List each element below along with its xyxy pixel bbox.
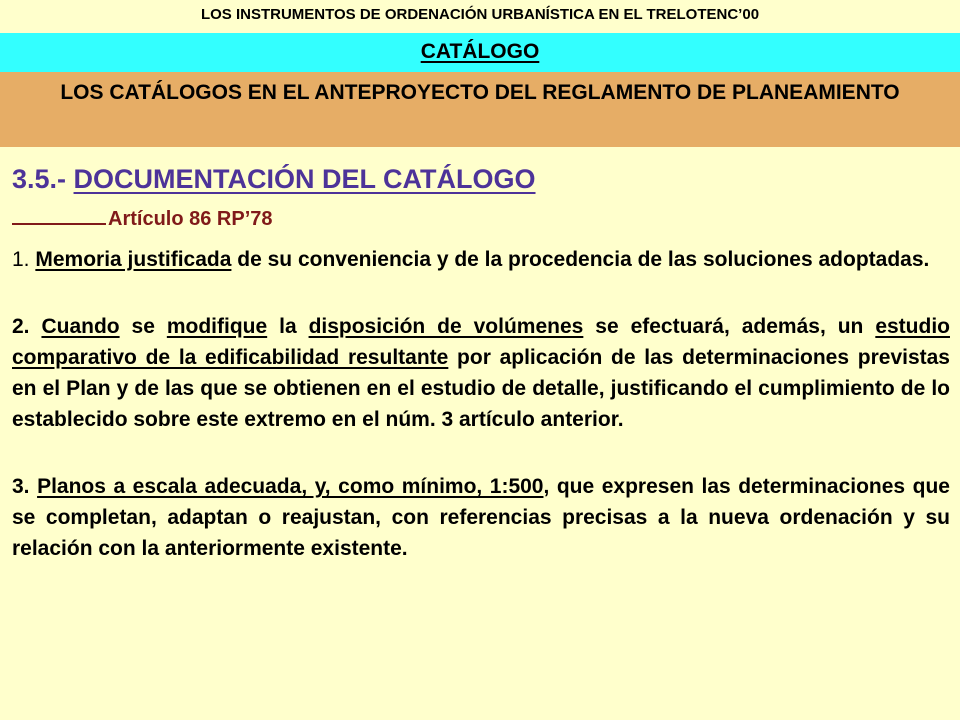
article-underline-rule [12, 205, 106, 225]
paragraph-3 [12, 471, 950, 564]
section-heading [12, 163, 950, 195]
paragraph-1 [12, 244, 950, 275]
section-number: 3.5.- [12, 164, 74, 194]
paragraph-2-text-4: por aplicación de las determinaciones previstas en el Plan y de las que se obtienen en el estudio de detalle, justificando el cumplimiento de lo establecido sobre este extremo en el núm. 3 artículo anterior. [12, 346, 950, 431]
paragraph-2-text-3: se efectuará, además, un [583, 315, 876, 338]
section-label: CATÁLOGO [420, 40, 540, 63]
paragraph-2-underlined-2: modifique [166, 315, 268, 338]
paragraph-2-text-1: se [119, 315, 167, 338]
section-title: DOCUMENTACIÓN DEL CATÁLOGO [73, 164, 536, 194]
paragraph-2 [12, 311, 950, 435]
subtitle-text: LOS CATÁLOGOS EN EL ANTEPROYECTO DEL REGLAMENTO DE PLANEAMIENTO [60, 81, 900, 104]
paragraph-3-underlined-1: Planos a escala adecuada, y, como mínimo, 1:500 [37, 475, 544, 498]
section-banner [0, 33, 960, 72]
paragraph-2-underlined-1: Cuando [41, 315, 120, 338]
document-header [0, 0, 960, 33]
paragraph-1-number: 1. [12, 248, 36, 271]
main-content [12, 150, 950, 564]
subtitle-banner [0, 72, 960, 147]
paragraph-1-text-1: de su conveniencia y de la procedencia de las soluciones adoptadas. [231, 248, 930, 271]
paragraph-3-number: 3. [12, 475, 38, 498]
paragraph-2-underlined-4: estudio comparativo de la edificabilidad resultante [12, 315, 950, 369]
paragraph-3-text-1: , que expresen las determinaciones que se completan, adaptan o reajustan, con referencias precisas a la nueva ordenación y su relación con la anteriormente existente. [12, 475, 950, 560]
article-reference [12, 205, 950, 232]
paragraph-2-text-2: la [267, 315, 309, 338]
article-label: Artículo 86 RP’78 [108, 208, 273, 230]
paragraph-2-underlined-3: disposición de volúmenes [308, 315, 584, 338]
paragraph-1-underlined-1: Memoria justificada [35, 248, 232, 271]
header-title: LOS INSTRUMENTOS DE ORDENACIÓN URBANÍSTICA EN EL TRELOTENC’00 [200, 6, 760, 23]
paragraph-2-number: 2. [12, 315, 42, 338]
